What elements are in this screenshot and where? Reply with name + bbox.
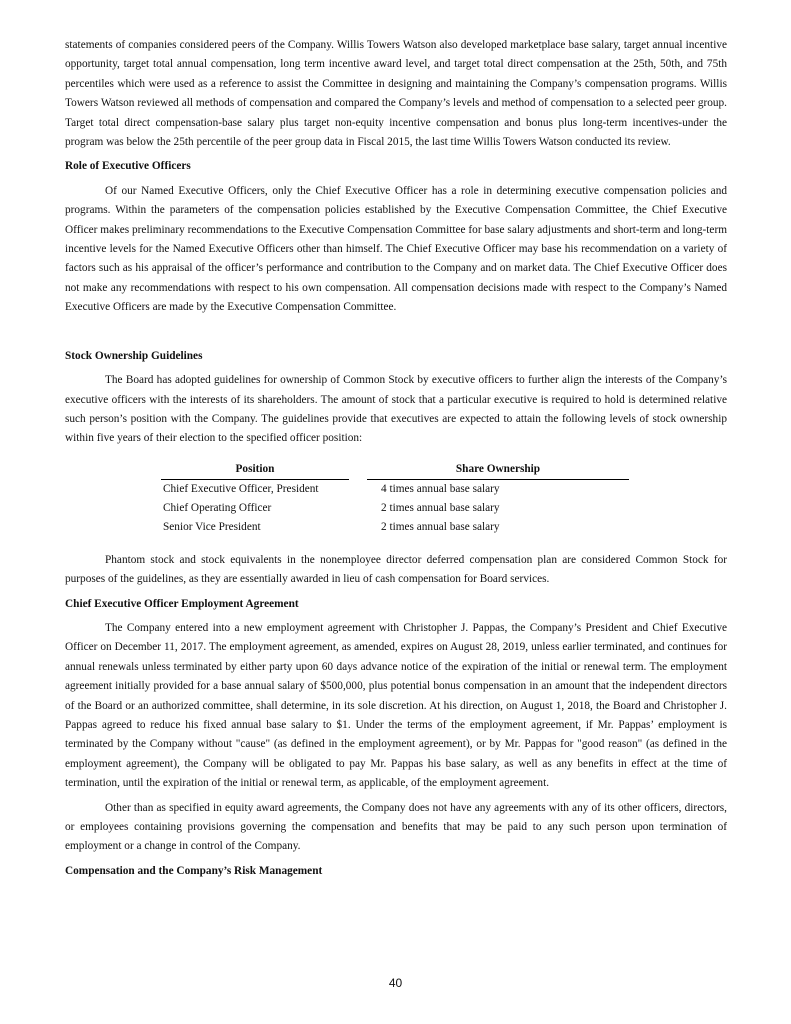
role-of-executive-officers-paragraph: Of our Named Executive Officers, only the Chief Executive Officer has a role in determining executive compensation policies and programs. Within the parameters of the compensation policies established by the Executive Compensation Committee, the Chief Executive Officer makes preliminary recommendations to the Executive Compensation Committee for base salary adjustments and short-term and long-term incentive levels for the Named Executive Officers other than himself. The Chief Executive Officer may base his recommendation on a variety of factors such as his appraisal of the officer’s performance and contribution to the Company and on market data. The Chief Executive Officer does not make any recommendations with respect to his own compensation. All compensation decisions made with respect to the Company’s Named Executive Officers are made by the Executive Compensation Committee. xyxy=(65,184,727,314)
ownership-cell: 2 times annual base salary xyxy=(381,501,500,514)
position-cell: Chief Executive Officer, President xyxy=(163,482,319,495)
position-cell: Chief Operating Officer xyxy=(163,501,272,514)
table-row xyxy=(161,518,629,537)
stock-ownership-guidelines-paragraph: The Board has adopted guidelines for ownership of Common Stock by executive officers to further align the interests of the Company’s executive officers with the interests of its shareholders. The amount of stock that a particular executive is required to hold is determined relative such person’s position with the Company. The guidelines provide that executives are expected to attain the following levels of stock ownership within five years of their election to the specified officer position: xyxy=(65,374,727,445)
stock-ownership-guidelines-heading: Stock Ownership Guidelines xyxy=(65,349,203,362)
ownership-cell: 2 times annual base salary xyxy=(381,520,500,533)
position-cell: Senior Vice President xyxy=(163,520,261,533)
role-of-executive-officers-heading: Role of Executive Officers xyxy=(65,160,191,173)
other-agreements-paragraph: Other than as specified in equity award agreements, the Company does not have any agreements with any of its other officers, directors, or employees containing provisions governing the compensation and benefits that may be paid to any such person upon termination of employment or a change in control of the Company. xyxy=(65,801,727,853)
ceo-employment-agreement-heading: Chief Executive Officer Employment Agreement xyxy=(65,597,299,610)
column-spacer xyxy=(349,461,367,480)
table-row xyxy=(161,480,629,499)
table-row xyxy=(161,499,629,518)
position-column-header: Position xyxy=(161,461,349,480)
peer-statements-paragraph: statements of companies considered peers of the Company. Willis Towers Watson also developed marketplace base salary, target annual incentive opportunity, target total annual compensation, long term incentive award level, and target total direct compensation at the 25th, 50th, and 75th percentiles which were used as a reference to assist the Committee in designing and maintaining the Company’s compensation programs. Willis Towers Watson reviewed all methods of compensation and compared the Company’s levels and method of compensation to a selected peer group. Target total direct compensation-base salary plus target non-equity incentive compensation and bonus plus long-term incentives-under the program was below the 25th percentile of the peer group data in Fiscal 2015, the last time Willis Towers Watson conducted its review. xyxy=(65,39,727,149)
phantom-stock-paragraph: Phantom stock and stock equivalents in the nonemployee director deferred compensation plan are considered Common Stock for purposes of the guidelines, as they are essentially awarded in lieu of cash compensation for Board services. xyxy=(65,553,727,586)
ownership-cell: 4 times annual base salary xyxy=(381,482,500,495)
ceo-employment-agreement-paragraph: The Company entered into a new employment agreement with Christopher J. Pappas, the Company’s President and Chief Executive Officer on December 11, 2017. The employment agreement, as amended, expires on August 28, 2019, unless earlier terminated, and continues for annual renewals unless terminated by either party upon 60 days advance notice of the expiration of the initial or renewal term. The employment agreement initially provided for a base annual salary of $500,000, plus potential bonus compensation in an amount that the independent directors of the Board or an authorized committee, shall determine, in its sole discretion. At his direction, on August 1, 2018, the Board and Christopher J. Pappas agreed to reduce his fixed annual base salary to $1. Under the terms of the employment agreement, if Mr. Pappas’ employment is terminated by the Company without "cause" (as defined in the employment agreement), or by Mr. Pappas for "good reason" (as defined in the employment agreement), the Company will be obligated to pay Mr. Pappas his base salary, as well as any benefits in effect at the time of termination, until the expiration of the initial or renewal term, as applicable, of the employment agreement. xyxy=(65,621,727,790)
page-content xyxy=(65,36,727,881)
share-ownership-column-header: Share Ownership xyxy=(367,461,629,480)
risk-management-heading: Compensation and the Company’s Risk Management xyxy=(65,864,323,877)
stock-ownership-table xyxy=(161,461,629,537)
page-number: 40 xyxy=(388,976,403,990)
